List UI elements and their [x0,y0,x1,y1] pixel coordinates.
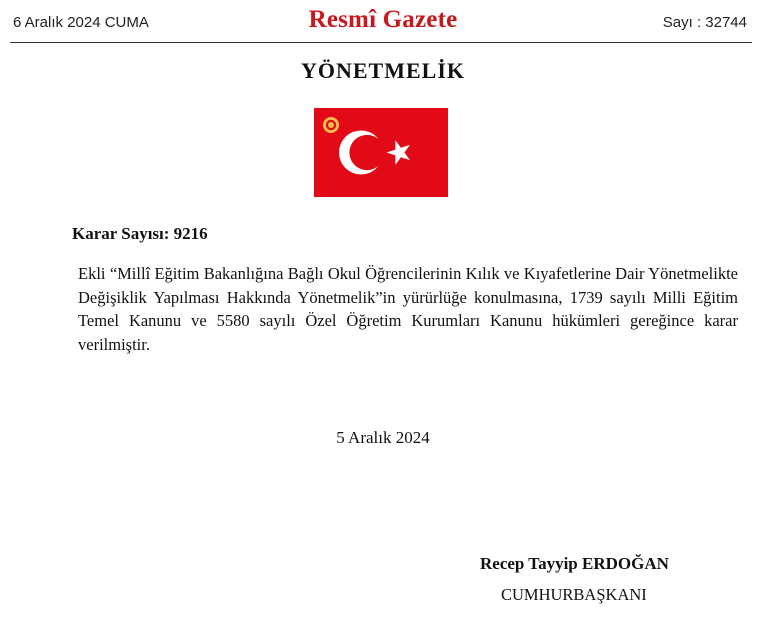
decision-number: Karar Sayısı: 9216 [72,224,208,243]
header-divider [10,42,752,43]
signature-date: 5 Aralık 2024 [336,428,430,447]
issue-number: Sayı : 32744 [662,14,747,31]
gazette-date: 6 Aralık 2024 CUMA [13,14,149,31]
document-type-heading: YÖNETMELİK [300,58,466,83]
decision-paragraph: Ekli “Millî Eğitim Bakanlığına Bağlı Okul Öğrencilerinin Kılık ve Kıyafetlerine Dair Yönetmelikte Değişiklik Yapılması Hakkında Yönetmelik”in yürürlüğe konulmasına, 1739 sayılı Milli Eğitim Temel Kanunu ve 5580 sayılı Özel Öğretim Kurumları Kanunu hükümleri gereğince karar verilmiştir. [78,264,738,354]
signer-name: Recep Tayyip ERDOĞAN [480,554,669,573]
gazette-title: Resmî Gazete [308,6,458,33]
turkish-flag-icon [314,108,448,197]
presidential-seal-icon [323,117,339,133]
signer-title: CUMHURBAŞKANI [501,585,647,604]
